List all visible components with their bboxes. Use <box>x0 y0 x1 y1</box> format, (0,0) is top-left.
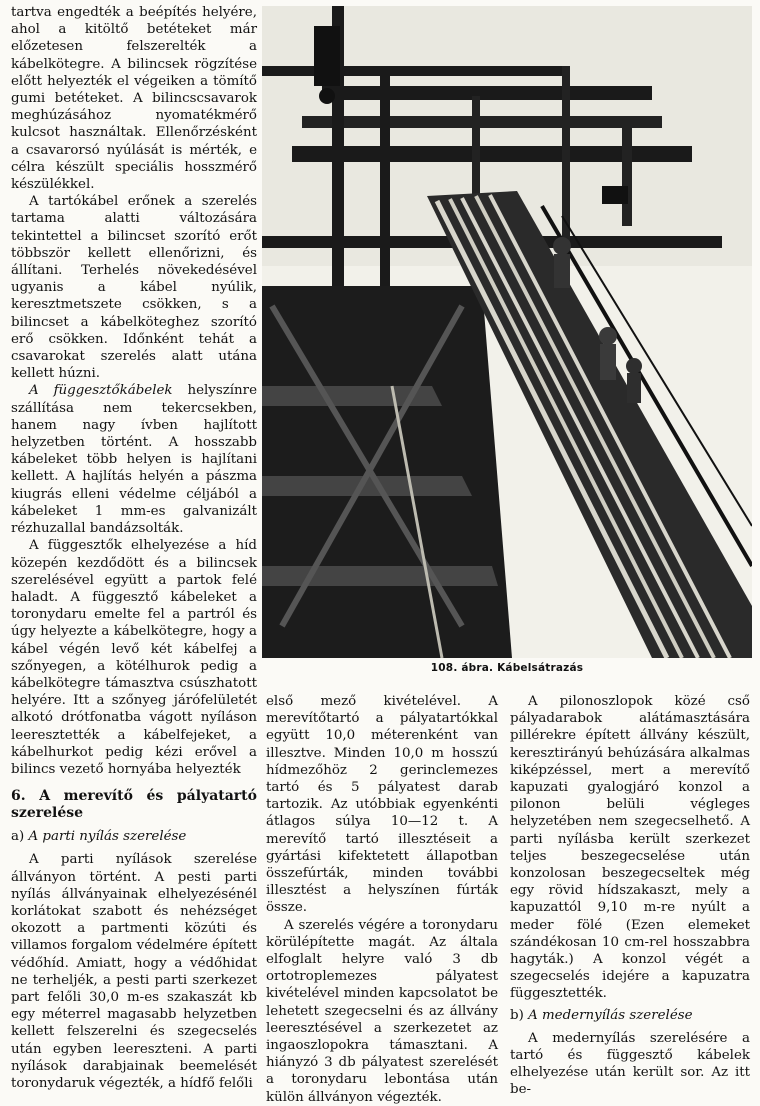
figure-caption: 108. ábra. Kábelsátrazás <box>430 662 584 674</box>
paragraph: A tartókábel erőnek a szerelés tartama alatti változására tekintettel a bilincset szorító erőt többször kellett ellenőrizni, és állítani. Terhelés növekedésével ugyanis a kábel nyúlik, keresztmetszete csökken, s a bilincset a kábelköteghez szorító erő csökken. Időnként tehát a csavarokat szerelés alatt utána kellett húzni. <box>11 194 257 382</box>
subheading-title: A parti nyílás szerelése <box>28 829 187 845</box>
paragraph: A medernyílás szerelésére a tartó és függesztő kábelek elhelyezése után került sor. Az itt be- <box>510 1030 750 1098</box>
paragraph: A parti nyílások szerelése állványon történt. A pesti parti nyílás állványainak elhelyezésénél korlátokat szabott és nehézséget okozott a partmenti közúti és villamos forgalom védelmére épített védőhíd. Amiatt, hogy a védőhidat ne terheljék, a pesti parti szerkezet part felőli 30,0 m-es szakaszát kb egy méterrel magasabb helyzetben kellett felszerelni és szegecselés után egyben leereszteni. A parti nyílások darabjainak beemelését toronydaruk végezték, a hídfő felőli <box>11 852 257 1091</box>
paragraph: A függesztők elhelyezése a híd közepén kezdődött és a bilincsek szerelésével együtt a partok felé haladt. A függesztő kábeleket a toronydaru emelte fel a partról és úgy helyezte a kábelkötegre, hogy a kábel végén levő két kábelfej a szőnyegen, a kötélhurok pedig a kábelkötegre támasztva csúszhatott helyére. Itt a szőnyeg járófelületét alkotó drótfonatba vágott nyíláson leeresztették a kábelfejeket, a kábelhurkot pedig kézi erővel a bilincs vezető hornyába helyezték <box>11 538 257 777</box>
cable-installation-photo <box>262 6 752 658</box>
subheading-prefix: a) <box>11 829 25 845</box>
paragraph <box>11 382 257 537</box>
middle-text-column <box>266 693 498 1106</box>
subheading-title: A medernyílás szerelése <box>528 1007 693 1023</box>
paragraph: első mező kivételével. A merevítőtartó a pályatartókkal együtt 10,0 méterenként van illesztve. Minden 10,0 m hosszú hídmezőhöz 2 gerinclemezes tartó és 5 pályatest darab tartozik. Az utóbbiak egyenkénti átlagos súlya 10—12 t. A merevítő tartó illesztéseit a gyártási kifektetett állapotban összefúrták, minden további illesztést a helyszínen fúrták össze. <box>266 694 498 916</box>
section-heading: 6. A merevítő és pályatartó szerelése <box>11 788 257 822</box>
subheading <box>510 1007 750 1024</box>
left-text-column <box>11 4 257 1092</box>
subheading-prefix: b) <box>510 1007 524 1023</box>
paragraph-text: helyszínre szállítása nem tekercsekben, hanem nagy ívben hajlított helyzetben történt. A hosszabb kábeleket több helyen is hajlítani kellett. A hajlítás helyén a pászma kiugrás elleni védelme céljából a kábeleket 1 mm-es galvanizált rézhuzallal bandázsolták. <box>11 383 257 537</box>
figure-photo <box>262 6 752 658</box>
subheading <box>11 828 257 845</box>
right-text-column <box>510 693 750 1099</box>
emphasis-term: A függesztőkábelek <box>29 383 173 399</box>
paragraph: A pilonoszlopok közé cső pályadarabok alátámasztására pillérekre épített állvány készült, keresztirányú behúzására alkalmas kiképzéssel, mert a merevítő kapuzati gyalogjáró konzol a pilonon belüli végleges helyzetében nem szegecselhető. A parti nyílásba került szerkezet teljes beszegecselése után konzolosan beszegecseltek még egy rövid hídszakaszt, mely a kapuzattól 9,10 m-re nyúlt a meder fölé (Ezen elemeket szándékosan 10 cm-rel hosszabbra hagyták.) A konzol végét a szegecselés idejére a kapuzatra függesztették. <box>510 694 750 1002</box>
paragraph: A szerelés végére a toronydaru körülépítette magát. Az általa elfoglalt helyre való 3 db ortotroplemezes pályatest kivételével minden kapcsolatot be lehetett szegecselni és az állvány leeresztésével a szerkezetet az ingaoszlopokra támasztani. A hiányzó 3 db pályatest szerelését a toronydaru lebontása után külön állványon végezték. <box>266 917 498 1105</box>
paragraph: tartva engedték a beépítés helyére, ahol a kitöltő betéteket már előzetesen felszerelték a kábelkötegre. A bilincsek rögzítése előtt helyezték el végeiken a tömítő gumi betéteket. A bilincscsavarok meghúzásához nyomatékmérő kulcsot használtak. Ellenőrzésként a csavarorsó nyúlását is mérték, e célra készült speciális hosszmérő készülékkel. <box>11 5 257 193</box>
